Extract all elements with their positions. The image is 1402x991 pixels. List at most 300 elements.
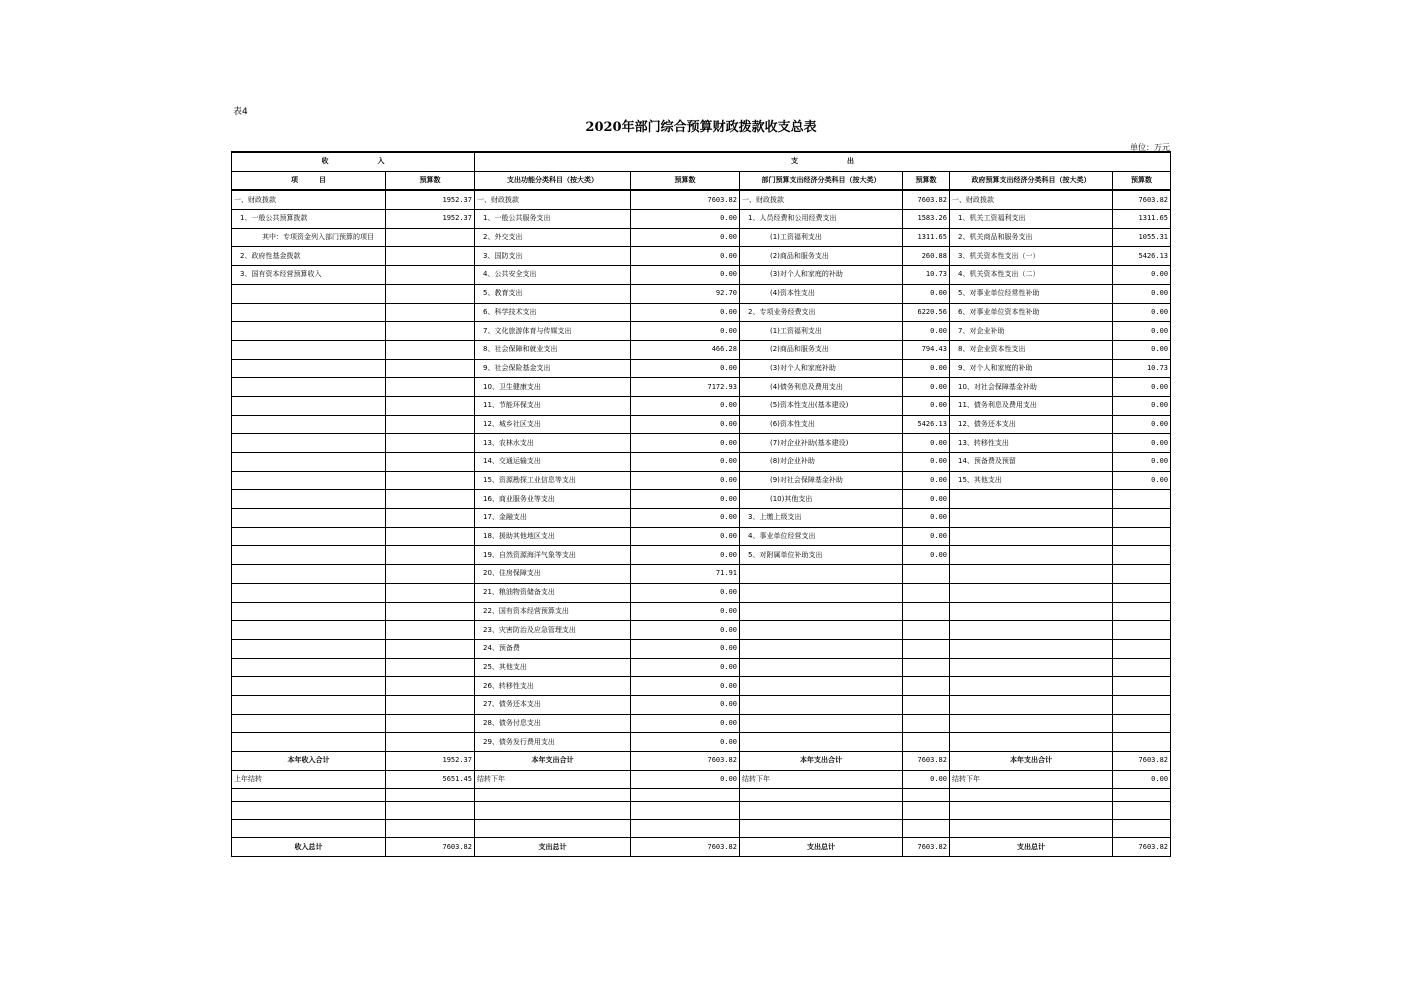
cell-item — [232, 303, 386, 322]
cell-budget-4 — [1113, 546, 1171, 565]
cell-budget-4 — [1113, 639, 1171, 658]
cell-budget-1 — [386, 658, 475, 677]
income-section-header: 收 入 — [232, 152, 475, 171]
cell-budget-1 — [386, 583, 475, 602]
cell-gov-econ-class — [950, 565, 1113, 584]
cell-item — [232, 340, 386, 359]
blank-cell — [631, 802, 740, 820]
cell-gov-econ-class: 一、财政拨款 — [950, 190, 1113, 209]
cell-budget-1 — [386, 471, 475, 490]
grand-cell-budget-1: 7603.82 — [386, 838, 475, 857]
cell-item — [232, 583, 386, 602]
blank-row — [232, 789, 1171, 802]
cell-dept-econ-class: 4、事业单位经营支出 — [740, 527, 903, 546]
cell-budget-4 — [1113, 677, 1171, 696]
grand-cell-function-class: 支出总计 — [475, 838, 631, 857]
section-header-row — [232, 152, 1171, 171]
year-cell-budget-3: 7603.82 — [903, 752, 950, 771]
carry-cell-budget-3: 0.00 — [903, 770, 950, 789]
year-cell-budget-4: 7603.82 — [1113, 752, 1171, 771]
grand-cell-budget-3: 7603.82 — [903, 838, 950, 857]
cell-dept-econ-class: (1)工资福利支出 — [740, 322, 903, 341]
cell-dept-econ-class: (2)商品和服务支出 — [740, 340, 903, 359]
grand-cell-item: 收入总计 — [232, 838, 386, 857]
carry-total-row — [232, 770, 1171, 789]
cell-dept-econ-class — [740, 714, 903, 733]
cell-budget-2: 0.00 — [631, 714, 740, 733]
year-cell-gov-econ-class: 本年支出合计 — [950, 752, 1113, 771]
cell-item: 2、政府性基金拨款 — [232, 247, 386, 266]
cell-budget-2: 466.28 — [631, 340, 740, 359]
cell-budget-4 — [1113, 714, 1171, 733]
page-title: 2020年部门综合预算财政拨款收支总表 — [585, 120, 817, 135]
blank-cell — [232, 789, 386, 802]
cell-function-class: 20、住房保障支出 — [475, 565, 631, 584]
cell-budget-2: 0.00 — [631, 247, 740, 266]
cell-budget-4: 0.00 — [1113, 284, 1171, 303]
cell-dept-econ-class: (3)对个人和家庭补助 — [740, 359, 903, 378]
cell-budget-2: 0.00 — [631, 453, 740, 472]
cell-budget-2: 7603.82 — [631, 190, 740, 209]
year-cell-budget-1: 1952.37 — [386, 752, 475, 771]
cell-dept-econ-class: (5)资本性支出(基本建设) — [740, 396, 903, 415]
table-row — [232, 284, 1171, 303]
col-header-gov-econ-class: 政府预算支出经济分类科目（按大类） — [950, 171, 1113, 190]
cell-item — [232, 565, 386, 584]
cell-budget-1 — [386, 453, 475, 472]
cell-budget-4: 0.00 — [1113, 378, 1171, 397]
cell-budget-1 — [386, 266, 475, 285]
table-row — [232, 210, 1171, 229]
cell-gov-econ-class: 6、对事业单位资本性补助 — [950, 303, 1113, 322]
grand-cell-budget-2: 7603.82 — [631, 838, 740, 857]
cell-budget-2: 0.00 — [631, 639, 740, 658]
table-row — [232, 340, 1171, 359]
cell-budget-1 — [386, 396, 475, 415]
cell-function-class: 12、城乡社区支出 — [475, 415, 631, 434]
year-cell-item: 本年收入合计 — [232, 752, 386, 771]
cell-budget-2: 0.00 — [631, 546, 740, 565]
cell-budget-3 — [903, 621, 950, 640]
cell-item — [232, 695, 386, 714]
cell-budget-3: 0.00 — [903, 546, 950, 565]
cell-budget-3: 0.00 — [903, 471, 950, 490]
cell-gov-econ-class — [950, 639, 1113, 658]
cell-budget-1 — [386, 677, 475, 696]
col-header-function-class: 支出功能分类科目（按大类） — [475, 171, 631, 190]
col-header-item: 项 目 — [232, 171, 386, 190]
carry-cell-function-class: 结转下年 — [475, 770, 631, 789]
blank-cell — [631, 820, 740, 838]
cell-budget-2: 0.00 — [631, 434, 740, 453]
cell-budget-4 — [1113, 695, 1171, 714]
expense-section-header: 支 出 — [475, 152, 1171, 171]
blank-cell — [1113, 802, 1171, 820]
table-row — [232, 359, 1171, 378]
cell-budget-1 — [386, 695, 475, 714]
cell-function-class: 1、一般公共服务支出 — [475, 210, 631, 229]
cell-budget-3: 1311.65 — [903, 228, 950, 247]
year-cell-budget-2: 7603.82 — [631, 752, 740, 771]
cell-gov-econ-class: 2、机关商品和服务支出 — [950, 228, 1113, 247]
blank-cell — [950, 802, 1113, 820]
blank-cell — [950, 820, 1113, 838]
cell-budget-1 — [386, 359, 475, 378]
year-total-row — [232, 752, 1171, 771]
cell-gov-econ-class — [950, 527, 1113, 546]
cell-budget-1 — [386, 546, 475, 565]
cell-gov-econ-class: 11、债务利息及费用支出 — [950, 396, 1113, 415]
cell-budget-4 — [1113, 565, 1171, 584]
cell-budget-3 — [903, 583, 950, 602]
cell-dept-econ-class: (9)对社会保障基金补助 — [740, 471, 903, 490]
cell-item — [232, 602, 386, 621]
cell-budget-3: 0.00 — [903, 378, 950, 397]
cell-budget-4: 0.00 — [1113, 322, 1171, 341]
column-header-row — [232, 171, 1171, 190]
cell-gov-econ-class: 13、转移性支出 — [950, 434, 1113, 453]
cell-budget-3: 260.88 — [903, 247, 950, 266]
table-row — [232, 602, 1171, 621]
cell-gov-econ-class — [950, 695, 1113, 714]
cell-gov-econ-class: 10、对社会保障基金补助 — [950, 378, 1113, 397]
cell-budget-2: 0.00 — [631, 583, 740, 602]
table-row — [232, 266, 1171, 285]
cell-budget-4 — [1113, 621, 1171, 640]
blank-cell — [903, 789, 950, 802]
grand-cell-gov-econ-class: 支出总计 — [950, 838, 1113, 857]
cell-gov-econ-class: 3、机关资本性支出（一） — [950, 247, 1113, 266]
col-header-budget-4: 预算数 — [1113, 171, 1171, 190]
cell-dept-econ-class — [740, 733, 903, 752]
cell-budget-1 — [386, 509, 475, 528]
table-row — [232, 378, 1171, 397]
cell-budget-1 — [386, 714, 475, 733]
cell-function-class: 9、社会保险基金支出 — [475, 359, 631, 378]
cell-dept-econ-class: (2)商品和服务支出 — [740, 247, 903, 266]
cell-budget-1 — [386, 284, 475, 303]
cell-gov-econ-class: 7、对企业补助 — [950, 322, 1113, 341]
cell-item — [232, 733, 386, 752]
cell-budget-3: 794.43 — [903, 340, 950, 359]
blank-row — [232, 820, 1171, 838]
table-row — [232, 714, 1171, 733]
blank-cell — [475, 789, 631, 802]
cell-gov-econ-class: 15、其他支出 — [950, 471, 1113, 490]
blank-cell — [631, 789, 740, 802]
cell-gov-econ-class: 14、预备费及预留 — [950, 453, 1113, 472]
cell-gov-econ-class — [950, 583, 1113, 602]
carry-cell-dept-econ-class: 结转下年 — [740, 770, 903, 789]
cell-function-class: 27、债务还本支出 — [475, 695, 631, 714]
cell-gov-econ-class: 5、对事业单位经常性补助 — [950, 284, 1113, 303]
cell-gov-econ-class — [950, 714, 1113, 733]
cell-budget-4 — [1113, 658, 1171, 677]
blank-cell — [232, 820, 386, 838]
cell-budget-1 — [386, 733, 475, 752]
cell-item — [232, 677, 386, 696]
cell-budget-3: 0.00 — [903, 527, 950, 546]
blank-cell — [903, 820, 950, 838]
cell-function-class: 5、教育支出 — [475, 284, 631, 303]
cell-function-class: 22、国有资本经营预算支出 — [475, 602, 631, 621]
cell-budget-4: 0.00 — [1113, 453, 1171, 472]
grand-cell-dept-econ-class: 支出总计 — [740, 838, 903, 857]
cell-budget-2: 0.00 — [631, 695, 740, 714]
blank-cell — [740, 802, 903, 820]
cell-dept-econ-class: 3、上缴上级支出 — [740, 509, 903, 528]
cell-budget-1 — [386, 340, 475, 359]
cell-function-class: 26、转移性支出 — [475, 677, 631, 696]
table-row — [232, 228, 1171, 247]
blank-cell — [950, 789, 1113, 802]
cell-function-class: 2、外交支出 — [475, 228, 631, 247]
cell-dept-econ-class: (4)债务利息及费用支出 — [740, 378, 903, 397]
cell-budget-3: 0.00 — [903, 434, 950, 453]
cell-function-class: 14、交通运输支出 — [475, 453, 631, 472]
cell-item — [232, 546, 386, 565]
cell-budget-4 — [1113, 527, 1171, 546]
cell-dept-econ-class: (1)工资福利支出 — [740, 228, 903, 247]
cell-budget-1: 1952.37 — [386, 190, 475, 209]
cell-budget-4 — [1113, 509, 1171, 528]
table-row — [232, 434, 1171, 453]
cell-dept-econ-class: 2、专项业务经费支出 — [740, 303, 903, 322]
cell-function-class: 24、预备费 — [475, 639, 631, 658]
cell-gov-econ-class: 4、机关资本性支出（二） — [950, 266, 1113, 285]
table-row — [232, 583, 1171, 602]
cell-dept-econ-class — [740, 602, 903, 621]
table-row — [232, 471, 1171, 490]
cell-dept-econ-class — [740, 583, 903, 602]
cell-budget-2: 0.00 — [631, 509, 740, 528]
cell-budget-3: 0.00 — [903, 359, 950, 378]
cell-function-class: 21、粮油物资储备支出 — [475, 583, 631, 602]
cell-budget-4: 0.00 — [1113, 396, 1171, 415]
table-row — [232, 527, 1171, 546]
cell-item: 一、财政拨款 — [232, 190, 386, 209]
cell-function-class: 28、债务付息支出 — [475, 714, 631, 733]
carry-cell-budget-2: 0.00 — [631, 770, 740, 789]
cell-item — [232, 509, 386, 528]
cell-item — [232, 527, 386, 546]
table-row — [232, 303, 1171, 322]
blank-row — [232, 802, 1171, 820]
cell-budget-1 — [386, 490, 475, 509]
cell-budget-4: 0.00 — [1113, 266, 1171, 285]
cell-function-class: 16、商业服务业等支出 — [475, 490, 631, 509]
col-header-dept-econ-class: 部门预算支出经济分类科目（按大类） — [740, 171, 903, 190]
cell-budget-4: 0.00 — [1113, 434, 1171, 453]
cell-budget-3 — [903, 733, 950, 752]
cell-budget-1 — [386, 639, 475, 658]
cell-budget-2: 0.00 — [631, 303, 740, 322]
table-row — [232, 695, 1171, 714]
cell-budget-2: 0.00 — [631, 527, 740, 546]
table-row — [232, 621, 1171, 640]
cell-budget-3: 0.00 — [903, 396, 950, 415]
cell-budget-2: 0.00 — [631, 490, 740, 509]
cell-dept-econ-class: (10)其他支出 — [740, 490, 903, 509]
cell-dept-econ-class — [740, 565, 903, 584]
cell-budget-4: 0.00 — [1113, 303, 1171, 322]
cell-dept-econ-class — [740, 677, 903, 696]
cell-budget-2: 0.00 — [631, 677, 740, 696]
cell-budget-4: 0.00 — [1113, 340, 1171, 359]
cell-item — [232, 714, 386, 733]
cell-item — [232, 639, 386, 658]
cell-gov-econ-class — [950, 621, 1113, 640]
cell-item — [232, 322, 386, 341]
cell-gov-econ-class — [950, 490, 1113, 509]
cell-function-class: 15、资源勘探工业信息等支出 — [475, 471, 631, 490]
table-row — [232, 247, 1171, 266]
grand-cell-budget-4: 7603.82 — [1113, 838, 1171, 857]
cell-dept-econ-class — [740, 621, 903, 640]
cell-function-class: 18、援助其他地区支出 — [475, 527, 631, 546]
cell-budget-1 — [386, 527, 475, 546]
cell-budget-4: 1311.65 — [1113, 210, 1171, 229]
cell-item — [232, 490, 386, 509]
cell-item — [232, 284, 386, 303]
blank-cell — [386, 789, 475, 802]
cell-dept-econ-class — [740, 658, 903, 677]
cell-dept-econ-class — [740, 695, 903, 714]
cell-budget-2: 0.00 — [631, 471, 740, 490]
cell-budget-1: 1952.37 — [386, 210, 475, 229]
cell-budget-2: 0.00 — [631, 602, 740, 621]
col-header-budget-2: 预算数 — [631, 171, 740, 190]
cell-budget-2: 0.00 — [631, 733, 740, 752]
cell-budget-4: 10.73 — [1113, 359, 1171, 378]
cell-budget-3 — [903, 602, 950, 621]
cell-budget-3: 1583.26 — [903, 210, 950, 229]
cell-function-class: 4、公共安全支出 — [475, 266, 631, 285]
cell-budget-4: 0.00 — [1113, 415, 1171, 434]
cell-gov-econ-class: 8、对企业资本性支出 — [950, 340, 1113, 359]
cell-function-class: 8、社会保障和就业支出 — [475, 340, 631, 359]
cell-budget-1 — [386, 322, 475, 341]
cell-budget-2: 71.91 — [631, 565, 740, 584]
blank-cell — [386, 802, 475, 820]
cell-budget-1 — [386, 415, 475, 434]
cell-function-class: 6、科学技术支出 — [475, 303, 631, 322]
cell-budget-3 — [903, 695, 950, 714]
cell-budget-3 — [903, 658, 950, 677]
cell-budget-3: 0.00 — [903, 490, 950, 509]
cell-function-class: 3、国防支出 — [475, 247, 631, 266]
table-tag: 表4 — [233, 107, 248, 117]
cell-budget-3: 10.73 — [903, 266, 950, 285]
cell-budget-2: 0.00 — [631, 415, 740, 434]
year-cell-function-class: 本年支出合计 — [475, 752, 631, 771]
blank-cell — [1113, 789, 1171, 802]
unit-label: 单位：万元 — [1130, 143, 1170, 152]
carry-cell-budget-1: 5651.45 — [386, 770, 475, 789]
cell-budget-3: 0.00 — [903, 284, 950, 303]
cell-budget-4: 5426.13 — [1113, 247, 1171, 266]
cell-function-class: 29、债务发行费用支出 — [475, 733, 631, 752]
cell-function-class: 一、财政拨款 — [475, 190, 631, 209]
cell-gov-econ-class — [950, 546, 1113, 565]
table-row — [232, 639, 1171, 658]
cell-budget-1 — [386, 247, 475, 266]
blank-cell — [232, 802, 386, 820]
cell-budget-3: 7603.82 — [903, 190, 950, 209]
cell-budget-3: 0.00 — [903, 509, 950, 528]
cell-function-class: 11、节能环保支出 — [475, 396, 631, 415]
cell-budget-2: 0.00 — [631, 322, 740, 341]
col-header-budget-3: 预算数 — [903, 171, 950, 190]
cell-gov-econ-class: 12、债务还本支出 — [950, 415, 1113, 434]
cell-budget-1 — [386, 434, 475, 453]
cell-item — [232, 453, 386, 472]
cell-gov-econ-class: 1、机关工资福利支出 — [950, 210, 1113, 229]
cell-budget-2: 0.00 — [631, 396, 740, 415]
cell-item: 其中：专项资金列入部门预算的项目 — [232, 228, 386, 247]
year-cell-dept-econ-class: 本年支出合计 — [740, 752, 903, 771]
cell-function-class: 17、金融支出 — [475, 509, 631, 528]
cell-dept-econ-class: (4)资本性支出 — [740, 284, 903, 303]
cell-function-class: 10、卫生健康支出 — [475, 378, 631, 397]
cell-dept-econ-class: 5、对附属单位补助支出 — [740, 546, 903, 565]
table-row — [232, 396, 1171, 415]
cell-item — [232, 434, 386, 453]
cell-item — [232, 378, 386, 397]
cell-function-class: 19、自然资源海洋气象等支出 — [475, 546, 631, 565]
cell-budget-4 — [1113, 583, 1171, 602]
cell-dept-econ-class: 1、人员经费和公用经费支出 — [740, 210, 903, 229]
carry-cell-gov-econ-class: 结转下年 — [950, 770, 1113, 789]
cell-gov-econ-class: 9、对个人和家庭的补助 — [950, 359, 1113, 378]
cell-budget-2: 7172.93 — [631, 378, 740, 397]
cell-item — [232, 359, 386, 378]
cell-budget-3 — [903, 565, 950, 584]
cell-budget-4 — [1113, 733, 1171, 752]
cell-gov-econ-class — [950, 677, 1113, 696]
cell-item — [232, 396, 386, 415]
cell-budget-2: 0.00 — [631, 210, 740, 229]
carry-cell-budget-4: 0.00 — [1113, 770, 1171, 789]
cell-function-class: 13、农林水支出 — [475, 434, 631, 453]
cell-budget-1 — [386, 378, 475, 397]
cell-budget-1 — [386, 621, 475, 640]
cell-budget-3: 6220.56 — [903, 303, 950, 322]
cell-budget-4 — [1113, 490, 1171, 509]
table-row — [232, 565, 1171, 584]
cell-gov-econ-class — [950, 602, 1113, 621]
cell-budget-3 — [903, 677, 950, 696]
cell-budget-3 — [903, 714, 950, 733]
cell-budget-4: 0.00 — [1113, 471, 1171, 490]
cell-gov-econ-class — [950, 509, 1113, 528]
table-row — [232, 490, 1171, 509]
table-row — [232, 453, 1171, 472]
table-row — [232, 733, 1171, 752]
cell-budget-4 — [1113, 602, 1171, 621]
cell-budget-2: 0.00 — [631, 621, 740, 640]
cell-budget-4: 7603.82 — [1113, 190, 1171, 209]
cell-item — [232, 415, 386, 434]
cell-budget-3: 0.00 — [903, 322, 950, 341]
cell-gov-econ-class — [950, 658, 1113, 677]
cell-gov-econ-class — [950, 733, 1113, 752]
cell-budget-2: 0.00 — [631, 658, 740, 677]
cell-budget-3: 5426.13 — [903, 415, 950, 434]
blank-cell — [475, 802, 631, 820]
cell-budget-2: 0.00 — [631, 266, 740, 285]
blank-cell — [1113, 820, 1171, 838]
